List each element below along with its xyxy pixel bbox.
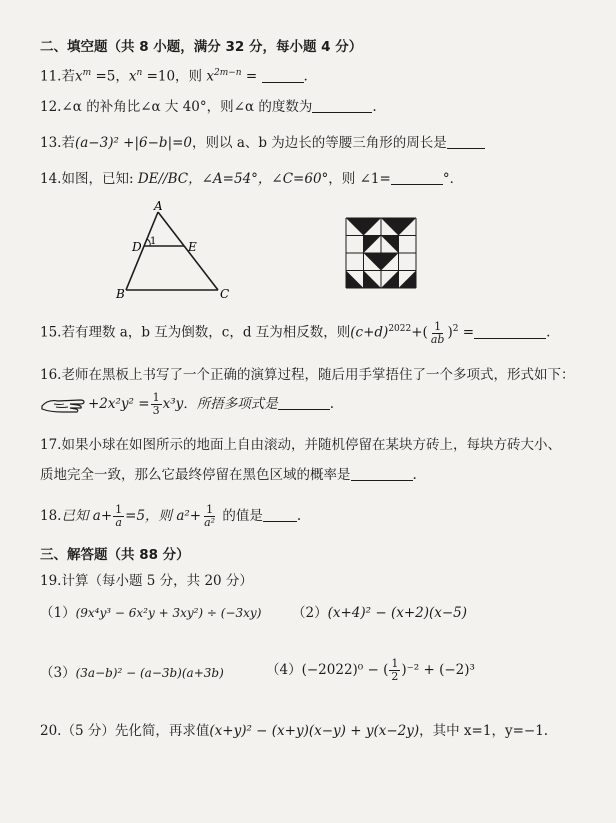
label-c: C bbox=[220, 287, 230, 301]
triangle-figure bbox=[108, 200, 238, 305]
black-tile-region bbox=[381, 236, 399, 254]
black-tile-region bbox=[346, 218, 364, 236]
question-13: 13.若(a−3)² +|6−b|=0，则以 a、b 为边长的等腰三角形的周长是 bbox=[40, 134, 596, 152]
black-tile-region bbox=[346, 271, 364, 289]
question-11: 11.若$x^m =5$，$x^n =10$，则 $x^{2m-n}$ = . bbox=[40, 68, 308, 85]
question-20: 20.（5 分）先化简，再求值(x+y)² − (x+y)(x−y) + y(x−2y)，其中 x=1，y=−1. bbox=[40, 723, 549, 739]
question-17-line-1: 17.如果小球在如图所示的地面上自由滚动，并随机停留在某块方砖上，每块方砖大小、 bbox=[40, 437, 561, 453]
question-19-row-2: （3）(3a−b)² − (a−3b)(a+3b) bbox=[40, 665, 224, 681]
black-tile-region bbox=[364, 236, 382, 254]
label-b: B bbox=[116, 287, 125, 301]
black-tile-region bbox=[364, 218, 382, 236]
answer-blank bbox=[312, 98, 372, 113]
label-e: E bbox=[188, 240, 197, 254]
black-tile-region bbox=[381, 253, 399, 271]
question-19-title: 19.计算（每小题 5 分，共 20 分） bbox=[40, 573, 253, 589]
question-19-row-1: （1）(9x⁴y³ − 6x²y + 3xy²) ÷ (−3xy) bbox=[40, 605, 262, 621]
answer-blank bbox=[474, 324, 546, 339]
answer-blank bbox=[351, 466, 413, 481]
question-18: 18.已知 a+ $\frac{1}{a}$ =5，则 a²+ $\frac{1}{\text{a²}}$ 的值是 . bbox=[40, 503, 302, 529]
label-d: D bbox=[132, 240, 142, 254]
black-tile-region bbox=[399, 271, 417, 289]
hand-icon bbox=[40, 395, 88, 415]
side-ab bbox=[126, 212, 158, 290]
black-tile-region bbox=[399, 218, 417, 236]
answer-blank bbox=[278, 395, 330, 410]
answer-blank bbox=[262, 68, 304, 83]
question-16-expression: +2x²y² = $\frac{1}{3}$ x³y．所捂多项式是 . bbox=[40, 392, 596, 422]
question-19-part-4: （4）(−2022)⁰ − ( $\frac{1}{2}$ )⁻² + (−2)³ bbox=[266, 657, 475, 683]
question-17-line-2: 质地完全一致，那么它最终停留在黑色区域的概率是 . bbox=[40, 467, 417, 483]
label-angle-1: 1 bbox=[150, 236, 157, 247]
answer-blank bbox=[391, 170, 443, 185]
question-19-part-2: （2）(x+4)² − (x+2)(x−5) bbox=[292, 605, 468, 621]
black-tile-region bbox=[381, 218, 399, 236]
tile-pattern-figure bbox=[342, 214, 420, 298]
section-3-title: 三、解答题（共 88 分） bbox=[40, 547, 190, 563]
black-tile-region bbox=[364, 271, 382, 289]
question-14: 14.如图，已知: DE//BC，∠A=54°，∠C=60°，则 ∠1= °． bbox=[40, 171, 464, 187]
black-tile-region bbox=[381, 271, 399, 289]
question-12: 12.∠α 的补角比∠α 大 40°，则∠α 的度数为 . bbox=[40, 99, 377, 115]
answer-blank bbox=[263, 507, 297, 522]
label-a: A bbox=[154, 200, 163, 213]
section-2-title: 二、填空题（共 8 小题，满分 32 分，每小题 4 分） bbox=[40, 39, 363, 55]
question-16: 16.老师在黑板上书写了一个正确的演算过程，随后用手掌捂住了一个多项式，形式如下： bbox=[40, 367, 575, 383]
black-tile-region bbox=[364, 253, 382, 271]
question-15: 15.若有理数 a，b 互为倒数，c，d 互为相反数，则$(c+d)^{2022}+$( $\frac{1}{ab}$ )$^2$ = . bbox=[40, 319, 551, 346]
answer-blank bbox=[447, 134, 485, 149]
